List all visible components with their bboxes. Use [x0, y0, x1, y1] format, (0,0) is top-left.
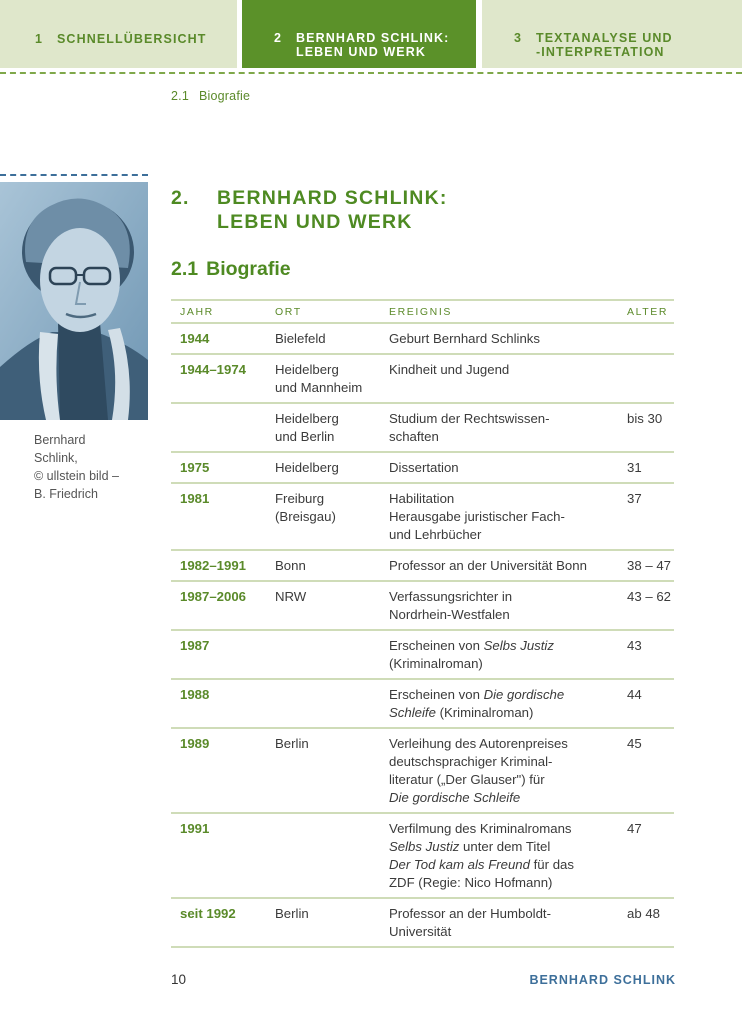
cell-ort [265, 581, 379, 630]
text-segment: Der Tod kam als Freund [389, 857, 530, 872]
cell-jahr: 1987 [171, 630, 265, 679]
tab-leben-und-werk[interactable] [242, 0, 476, 68]
tab-textanalyse[interactable] [482, 0, 742, 68]
cell-line [389, 410, 616, 428]
cell-line [389, 838, 616, 856]
cell-line: Bonn [275, 558, 306, 573]
text-segment: Selbs Justiz [389, 839, 460, 854]
cell-alter [617, 354, 674, 403]
author-portrait [0, 182, 148, 420]
cell-line [389, 361, 616, 379]
text-segment: Kindheit und Jugend [389, 362, 510, 377]
text-segment: Schleife [389, 705, 436, 720]
cell-line: und Mannheim [275, 380, 363, 395]
chapter-title [217, 186, 448, 234]
page-number: 10 [171, 972, 187, 987]
cell-alter: 44 [617, 679, 674, 728]
cell-line [389, 905, 616, 923]
table-row [171, 452, 674, 483]
cell-jahr: 1944 [171, 323, 265, 354]
cell-alter: 45 [617, 728, 674, 813]
text-segment: Verfilmung des Kriminalromans [389, 821, 572, 836]
cell-line [389, 557, 616, 575]
text-segment: Geburt Bernhard Schlinks [389, 331, 540, 346]
tab-number: 2 [274, 31, 283, 45]
cell-ort [265, 813, 379, 898]
cell-line [389, 428, 616, 446]
text-segment: Professor an der Universität Bonn [389, 558, 587, 573]
cell-line [389, 856, 616, 874]
cell-alter: 43 [617, 630, 674, 679]
tab-label [536, 31, 673, 59]
running-header [171, 89, 260, 103]
cell-jahr: 1987–2006 [171, 581, 265, 630]
cell-ereignis [379, 403, 617, 452]
cell-ereignis [379, 483, 617, 550]
table-header-row [171, 300, 674, 323]
text-segment: schaften [389, 429, 439, 444]
cell-jahr: 1944–1974 [171, 354, 265, 403]
table-row [171, 403, 674, 452]
table-row [171, 813, 674, 898]
column-header-jahr: JAHR [171, 300, 265, 323]
text-segment: Habilitation [389, 491, 455, 506]
cell-line [389, 655, 616, 673]
section-heading [171, 258, 291, 281]
cell-line: Berlin [275, 736, 309, 751]
cell-ereignis [379, 452, 617, 483]
tab-label-line1: BERNHARD SCHLINK: [296, 31, 450, 45]
cell-jahr: 1988 [171, 679, 265, 728]
cell-line: Freiburg [275, 491, 325, 506]
chapter-title-line2: LEBEN UND WERK [217, 211, 413, 233]
chapter-heading [171, 186, 448, 234]
cell-ereignis [379, 728, 617, 813]
cell-ereignis [379, 323, 617, 354]
running-header-number: 2.1 [171, 89, 189, 103]
cell-line: und Berlin [275, 429, 335, 444]
portrait-divider [0, 174, 148, 176]
cell-jahr: 1982–1991 [171, 550, 265, 581]
cell-jahr: seit 1992 [171, 898, 265, 947]
cell-ereignis [379, 813, 617, 898]
tab-number: 3 [514, 31, 523, 45]
caption-line: © ullstein bild – [34, 469, 119, 483]
cell-line [389, 637, 616, 655]
tab-label [296, 31, 449, 59]
section-title: Biografie [206, 258, 291, 280]
nav-divider [0, 72, 742, 74]
text-segment: für das [529, 857, 574, 872]
text-segment: Nordrhein-Westfalen [389, 607, 510, 622]
tab-label-line2: LEBEN UND WERK [296, 45, 426, 59]
cell-ereignis [379, 630, 617, 679]
cell-line [389, 820, 616, 838]
table-row [171, 581, 674, 630]
cell-line: (Breisgau) [275, 509, 336, 524]
text-segment: (Kriminalroman) [435, 705, 534, 720]
text-segment: Studium der Rechtswissen- [389, 411, 550, 426]
cell-line [389, 735, 616, 753]
cell-alter: bis 30 [617, 403, 674, 452]
chapter-number: 2. [171, 187, 190, 209]
cell-ereignis [379, 550, 617, 581]
cell-ereignis [379, 354, 617, 403]
portrait-illustration [0, 182, 148, 420]
cell-alter: 47 [617, 813, 674, 898]
cell-line: Bielefeld [275, 331, 326, 346]
column-header-ort: ORT [265, 300, 379, 323]
text-segment: unter dem Titel [459, 839, 551, 854]
tab-label-line1: SCHNELLÜBERSICHT [57, 32, 207, 46]
running-header-title: Biografie [198, 89, 251, 103]
cell-line [389, 923, 616, 941]
cell-line: NRW [275, 589, 307, 604]
caption-line: B. Friedrich [34, 487, 98, 501]
table-row [171, 630, 674, 679]
biography-table [171, 299, 674, 948]
cell-jahr: 1991 [171, 813, 265, 898]
portrait-caption [34, 431, 144, 503]
text-segment: Verleihung des Autorenpreises [389, 736, 568, 751]
top-navigation [0, 0, 742, 68]
cell-line [389, 490, 616, 508]
cell-line [389, 789, 616, 807]
cell-jahr: 1989 [171, 728, 265, 813]
table-row [171, 354, 674, 403]
text-segment: Erscheinen von [389, 687, 484, 702]
cell-line [389, 526, 616, 544]
text-segment: Universität [389, 924, 452, 939]
table-row [171, 728, 674, 813]
cell-ort [265, 452, 379, 483]
cell-ort [265, 728, 379, 813]
text-segment: Herausgabe juristischer Fach- [389, 509, 565, 524]
text-segment: Die gordische [483, 687, 565, 702]
table-row [171, 898, 674, 947]
cell-line: Berlin [275, 906, 309, 921]
text-segment: und Lehrbücher [389, 527, 482, 542]
cell-line: Heidelberg [275, 460, 339, 475]
chapter-title-line1: BERNHARD SCHLINK: [217, 187, 448, 209]
cell-ort [265, 403, 379, 452]
cell-line [389, 330, 616, 348]
text-segment: Professor an der Humboldt- [389, 906, 551, 921]
text-segment: deutschsprachiger Kriminal- [389, 754, 553, 769]
cell-alter: ab 48 [617, 898, 674, 947]
cell-ereignis [379, 898, 617, 947]
text-segment: ZDF (Regie: Nico Hofmann) [389, 875, 553, 890]
cell-line [389, 771, 616, 789]
column-header-ereignis: EREIGNIS [379, 300, 617, 323]
cell-line [389, 588, 616, 606]
table-body [171, 323, 674, 947]
text-segment: Dissertation [389, 460, 459, 475]
cell-jahr [171, 403, 265, 452]
section-number: 2.1 [171, 258, 199, 280]
cell-ort [265, 483, 379, 550]
cell-alter: 31 [617, 452, 674, 483]
text-segment: Selbs Justiz [483, 638, 554, 653]
cell-ort [265, 679, 379, 728]
cell-line [389, 606, 616, 624]
cell-line: Heidelberg [275, 362, 339, 377]
cell-line [389, 459, 616, 477]
cell-ort [265, 630, 379, 679]
cell-line [389, 704, 616, 722]
cell-line [389, 686, 616, 704]
caption-line: Bernhard [34, 433, 86, 447]
text-segment: Verfassungsrichter in [389, 589, 513, 604]
cell-ereignis [379, 581, 617, 630]
cell-alter: 43 – 62 [617, 581, 674, 630]
tab-schnelluebersicht[interactable] [0, 0, 237, 68]
cell-line: Heidelberg [275, 411, 339, 426]
cell-ort [265, 550, 379, 581]
tab-number: 1 [35, 32, 44, 46]
cell-ort [265, 323, 379, 354]
table-row [171, 323, 674, 354]
text-segment: Erscheinen von [389, 638, 484, 653]
column-header-alter: ALTER [617, 300, 674, 323]
table-row [171, 483, 674, 550]
cell-ereignis [379, 679, 617, 728]
footer-title: BERNHARD SCHLINK [529, 973, 676, 987]
cell-alter [617, 323, 674, 354]
tab-label-line2: -INTERPRETATION [536, 45, 665, 59]
cell-ort [265, 354, 379, 403]
cell-line [389, 753, 616, 771]
cell-alter: 37 [617, 483, 674, 550]
text-segment: Die gordische Schleife [389, 790, 521, 805]
cell-jahr: 1981 [171, 483, 265, 550]
table-row [171, 550, 674, 581]
cell-jahr: 1975 [171, 452, 265, 483]
cell-line [389, 874, 616, 892]
tab-label [57, 32, 207, 46]
cell-ort [265, 898, 379, 947]
text-segment: literatur („Der Glauser") für [389, 772, 545, 787]
tab-label-line1: TEXTANALYSE UND [536, 31, 673, 45]
cell-alter: 38 – 47 [617, 550, 674, 581]
text-segment: (Kriminalroman) [389, 656, 483, 671]
table-row [171, 679, 674, 728]
cell-line [389, 508, 616, 526]
caption-line: Schlink, [34, 451, 78, 465]
